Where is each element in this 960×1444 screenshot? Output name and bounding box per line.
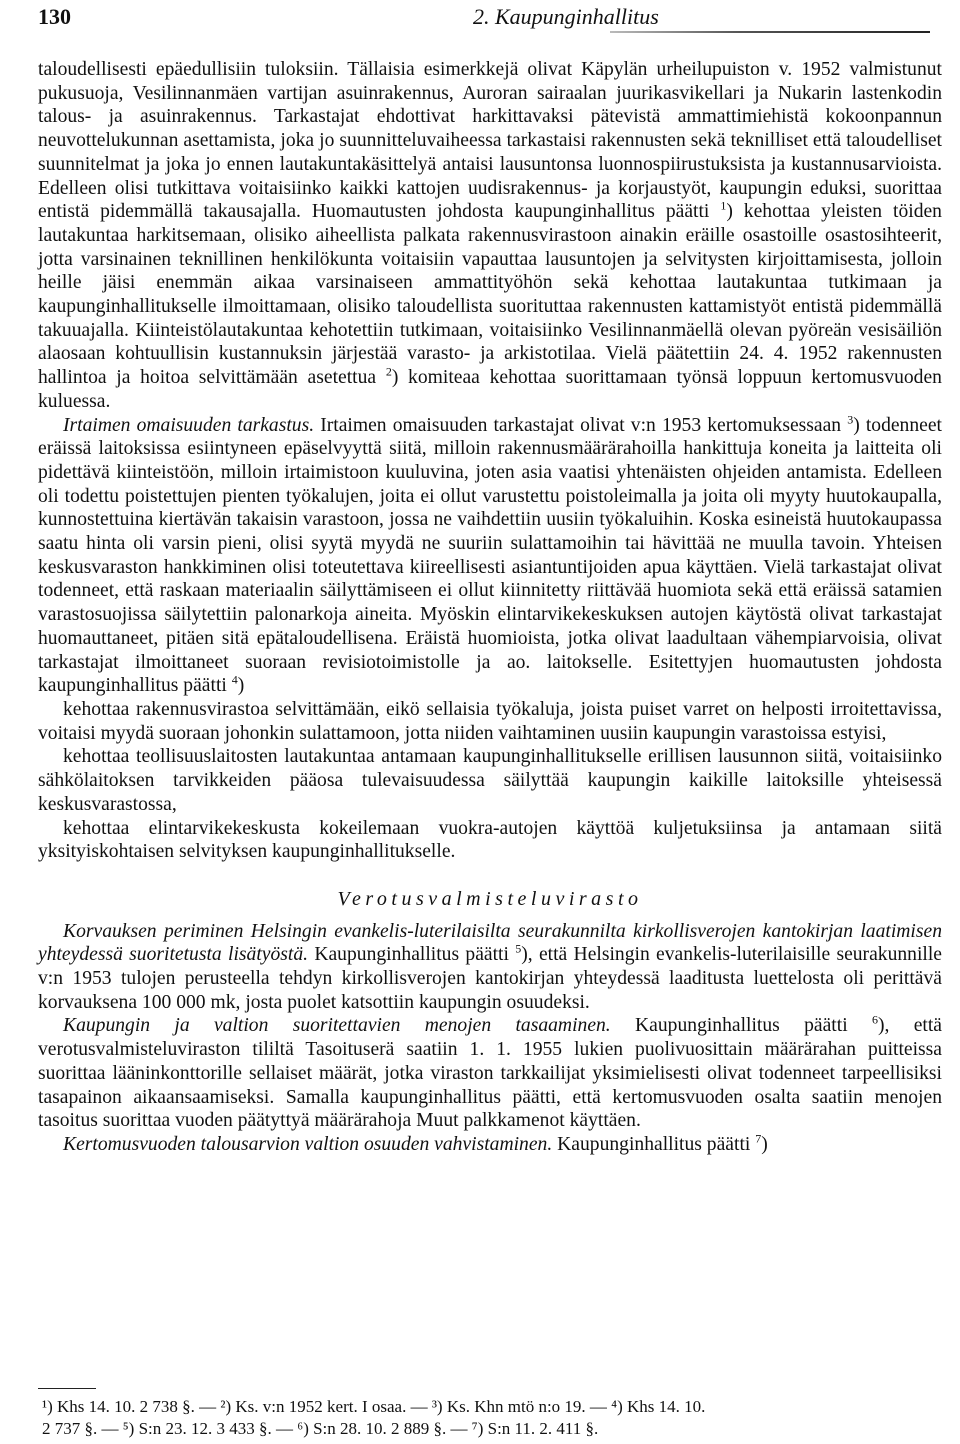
paragraph-text: ) komiteaa kehottaa suorittamaan työnsä loppuun kertomusvuoden kuluessa. bbox=[38, 367, 942, 412]
footnote-ref: 3 bbox=[847, 412, 854, 427]
paragraph-text: ), että Helsingin evankelis-luterilaisille seurakunnille v:n 1953 tulojen perusteella tehdyn kirkollisverojen kantokirjan yhteydessä laaditusta luettelosta oli perittävä korvauksena 100 000 mk, josta puolet katsottiin kaupungin osuudeksi. bbox=[38, 944, 942, 1013]
paragraph-text: Kaupunginhallitus päätti bbox=[308, 944, 509, 966]
paragraph-decision-2: kehottaa teollisuuslaitosten lautakuntaa antamaan kaupunginhallitukselle erillisen lausunnon siitä, voitaisiinko sähkölaitoksen tarvikkeiden pääosa tulevaisuudessa säilyttää kaupungin kaikille laitoksille yhteisessä keskusvarastossa, bbox=[38, 746, 942, 815]
paragraph-kaupungin bbox=[38, 1014, 942, 1133]
footnote-ref: 5 bbox=[515, 941, 522, 956]
footnotes bbox=[38, 1396, 942, 1440]
paragraph-irtaimen bbox=[38, 414, 942, 698]
paragraph-decision-1: kehottaa rakennusvirastoa selvittämään, eikö sellaisia työkaluja, joista puiset varret on helposti irroitettavissa, voitaisi myydä suoraan johonkin sulattamoon, jotta niiden vaihtaminen uusiin kaupungin varastoissa estyisi, bbox=[38, 698, 942, 744]
footnote-ref: 7 bbox=[755, 1131, 762, 1146]
footnote-line: 2 737 §. — ⁵) S:n 23. 12. 3 433 §. — ⁶) S:n 28. 10. 2 889 §. — ⁷) S:n 11. 2. 411 §. bbox=[42, 1419, 599, 1438]
page-number: 130 bbox=[38, 4, 71, 29]
footnote-ref: 1 bbox=[720, 198, 727, 213]
subsection-title: Irtaimen omaisuuden tarkastus. bbox=[63, 414, 315, 436]
footnote-line: ¹) Khs 14. 10. 2 738 §. — ²) Ks. v:n 1952 kert. I osaa. — ³) Ks. Khn mtö n:o 19. — ⁴) Khs 14. 10. bbox=[42, 1397, 706, 1416]
paragraph-text: ) todenneet eräissä laitoksissa esiintyneen epäselvyyttä siitä, milloin rakennusmäärärahoilla hankittuja koneita ja laitteita oli pidettävä kiinteistöön, milloin irtaimistoon kuuluvina, joten asia vaatisi yhtenäisten ohjeiden antamista. Edelleen oli todettu poistettujen pienten työkalujen, joita ei ollut varustettu poistoleimalla ja joita oli myyty huutokaupalla, kunnostettuina kiertävän takaisin varastoon, jossa ne vaihdettiin uusiin työkaluihin. Koska esineistä huutokaupassa saatu hinta oli varsin pieni, olisi syytä myydä ne suuriin sulattamoihin tai hävittää ne muulla tavoin. Yhteisen keskusvaraston hankkiminen olisi toteutettava kiireellisesti asiantuntijoiden apua käyttäen. Vielä tarkastajat olivat todenneet, että raskaan materiaalin säilyttämiseen ei ollut kiinnitetty riittävää huomiota sekä että eräissä satamien varastosuojissa säilytettiin palonarkoja aineita. Myöskin elintarvikekeskuksen autojen käytöstä olivat tarkastajat huomauttaneet, pitäen sitä epätaloudellisena. Eräistä huomioista, jotka olivat laadultaan vähempiarvoisia, olivat tarkastajat ilmoittaneet suoraan revisiotoimistolle ja ao. laitokselle. Esitettyjen huomautusten johdosta kaupunginhallitus päätti bbox=[38, 414, 942, 697]
subsection-title: Korvauksen periminen Helsingin evankelis-luterilaisilta seurakunnilta kirkollisverojen kantokirjan laatimisen yhteydessä suoritetusta lisätyöstä. bbox=[38, 920, 942, 966]
paragraph-1 bbox=[38, 58, 942, 414]
subsection-title: Kaupungin ja valtion suoritettavien menojen tasaaminen. bbox=[63, 1015, 611, 1037]
running-head: 2. Kaupunginhallitus bbox=[473, 4, 659, 29]
paragraph-text: ), että verotusvalmisteluviraston tililtä Tasoituserä saatiin 1. 1. 1955 lukien puolivuosittain määrärahan puitteissa suorittaa lääninkonttorille sellaiset määrät, jotka viraston tarkkailijat yksimielisesti olivat todenneet tarpeellisiksi tasapainon aikaansaamiseksi. Samalla kaupunginhallitus päätti, että kertomusvuoden osalta saatiin menojen tasoitus suorittaa vuoden päätyttyä määrärahoja Muut palkkamenot käyttäen. bbox=[38, 1015, 942, 1132]
paragraph-text: taloudellisesti epäedullisiin tuloksiin. Tällaisia esimerkkejä olivat Käpylän urheilupuiston v. 1952 valmistunut pukusuoja, Vesilinnanmäen vartijan asuinrakennus, Auroran sairaalan juurikasvikellari ja Nukarin lastenkodin talous- ja asuinrakennus. Tarkastajat ehdottivat harkittavaksi pätevistä ammattimiehistä kokoonpannun neuvottelukunnan asettamista, joka jo suunnitteluvaiheessa tarkastaisi rakennusten sekä teknilliset että taloudelliset suunnitelmat ja joka jo ennen lautakuntakäsittelyä antaisi lausuntonsa luonnospiirustuksista ja kustannusarvioista. Edelleen olisi tutkittava voitaisiinko kaikki kattojen uudisrakennus- ja korjaustyöt, kaupungin eduksi, suorittaa entistä pidemmällä takausajalla. Huomautusten johdosta kaupunginhallitus päätti bbox=[38, 59, 942, 223]
footnote-ref: 2 bbox=[385, 364, 392, 379]
footnote-rule bbox=[38, 1388, 96, 1389]
footnote-ref: 4 bbox=[231, 672, 238, 687]
section-heading: Verotusvalmisteluvirasto bbox=[337, 887, 643, 910]
paragraph-text: Kaupunginhallitus päätti bbox=[610, 1015, 848, 1037]
paragraph-decision-3: kehottaa elintarvikekeskusta kokeilemaan vuokra-autojen käyttöä kuljetuksiinsa ja antamaan siitä yksityiskohtaisen selvityksen kaupunginhallitukselle. bbox=[38, 817, 942, 863]
subsection-title: Kertomusvuoden talousarvion valtion osuuden vahvistaminen. bbox=[63, 1133, 553, 1155]
paragraph-text: ) bbox=[237, 675, 245, 697]
paragraph-kertomusvuoden bbox=[38, 1133, 942, 1157]
paragraph-text: ) kehottaa yleisten töiden lautakuntaa harkitsemaan, olisiko aiheellista palkata rakennusvirastoon ainakin eräille osastoille osastosihteerit, jotta varsinainen teknillinen henkilökunta voitaisiin vapauttaa lausuntojen ja selvitysten kirjoittamisesta, jolloin heille jäisi enemmän aikaa varsinaiseen ammattityöhön sekä kehottaa lautakuntaa tutkimaan ja kaupunginhallitukselle ilmoittamaan, olisiko taloudellista suorituttaa rakennusten kattamistyöt entistä pidemmällä takuuajalla. Kiinteistölautakuntaa kehotettiin tutkimaan, voitaisiinko Vesilinnanmäellä olevan pyöreän vesisäiliön alaosaan kohtuullisin kustannuksin järjestää varasto- ja arkistotilaa. Vielä päätettiin 24. 4. 1952 rakennusten hallintoa ja hoitoa selvittämään asetettua bbox=[38, 201, 942, 389]
paragraph-text: Irtaimen omaisuuden tarkastajat olivat v:n 1953 kertomuksessaan bbox=[314, 414, 842, 436]
paragraph-text: ) bbox=[761, 1133, 768, 1155]
page-header bbox=[38, 4, 930, 34]
paragraph-text: Kaupunginhallitus päätti bbox=[552, 1133, 751, 1155]
footnote-ref: 6 bbox=[871, 1012, 878, 1027]
header-rule bbox=[610, 31, 930, 33]
body-text bbox=[38, 58, 942, 1157]
paragraph-korvauksen bbox=[38, 920, 942, 1015]
